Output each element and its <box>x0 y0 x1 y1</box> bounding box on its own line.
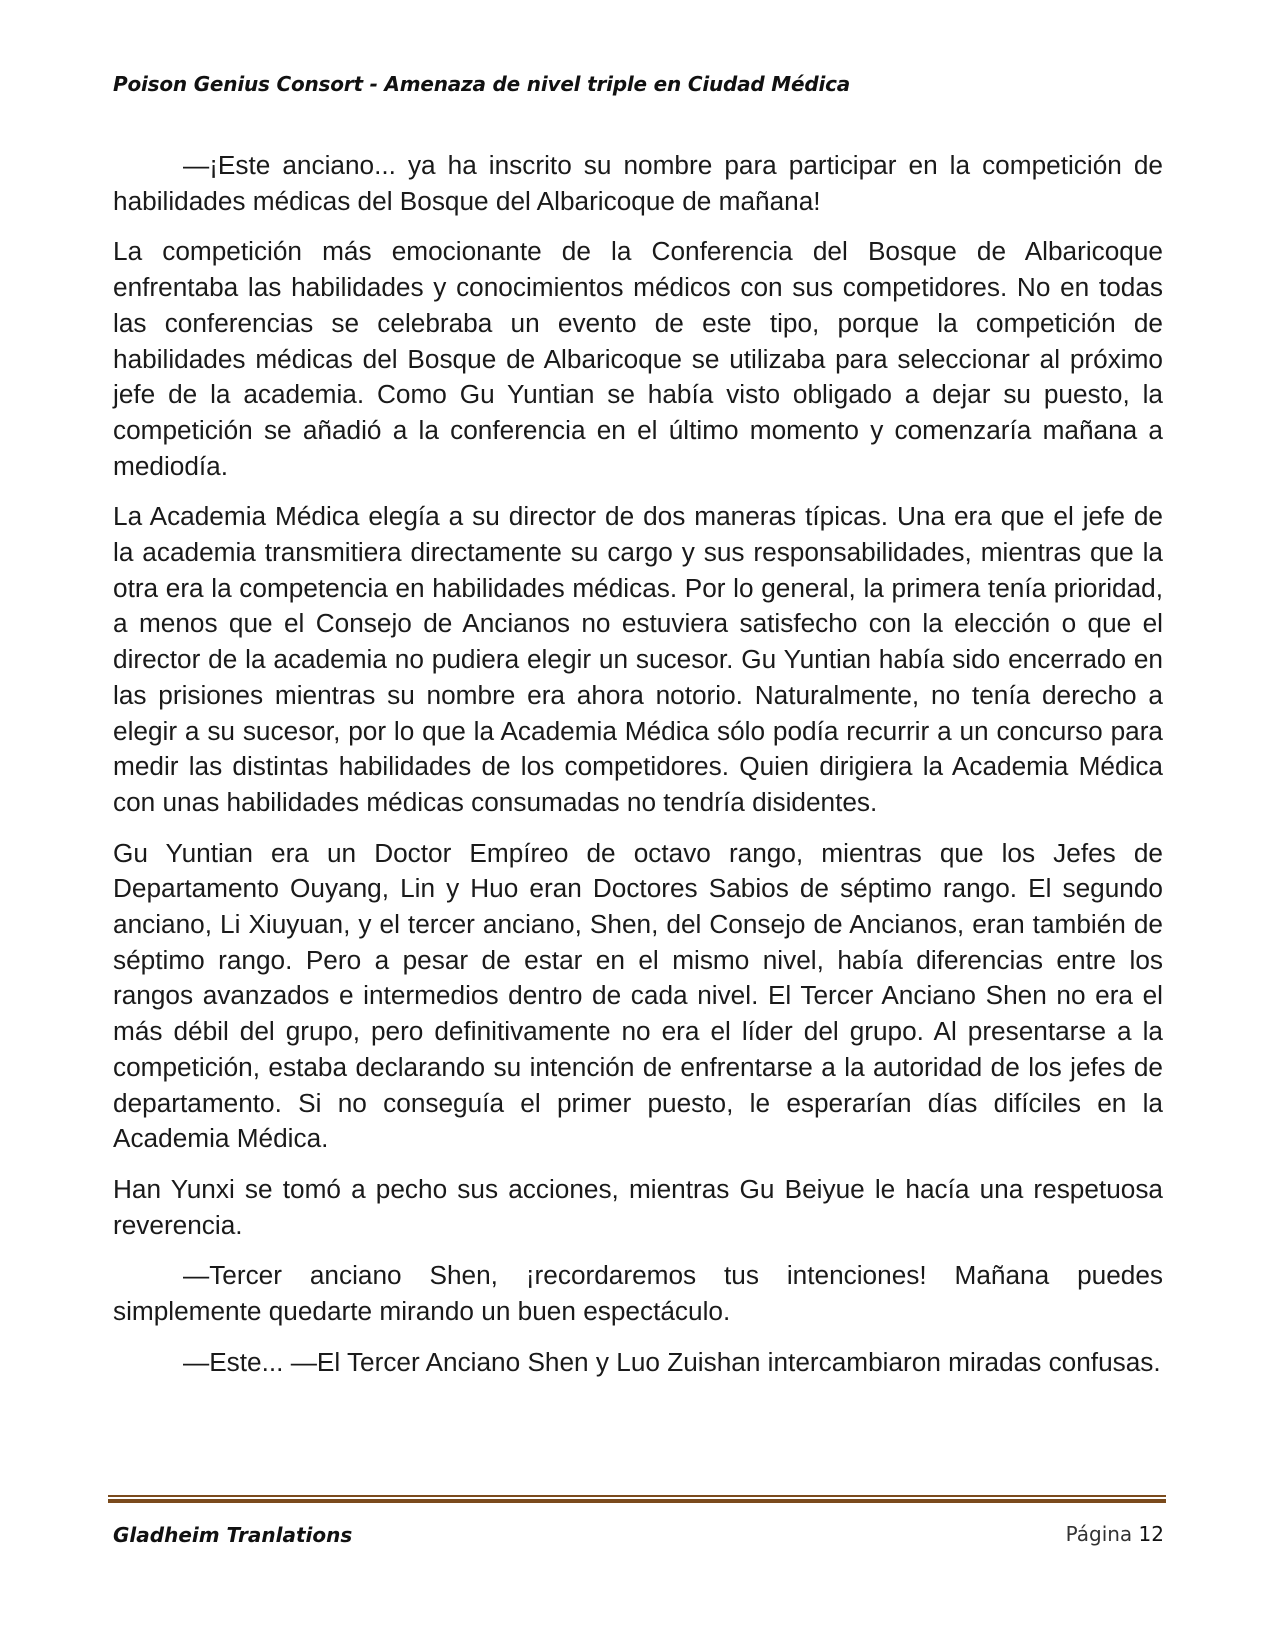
paragraph-dialogue: —Este... —El Tercer Anciano Shen y Luo Zuishan intercambiaron miradas confusas. <box>183 1346 1161 1377</box>
running-header: Poison Genius Consort - Amenaza de nivel triple en Ciudad Médica <box>113 72 851 96</box>
paragraph: La competición más emocionante de la Conferencia del Bosque de Albaricoque enfrentaba las habilidades y conocimientos médicos con sus competidores. No en todas las conferencias se celebraba un evento de este tipo, porque la competición de habilidades médicas del Bosque de Albaricoque se utilizaba para seleccionar al próximo jefe de la academia. Como Gu Yuntian se había visto obligado a dejar su puesto, la competición se añadió a la conferencia en el último momento y comenzaría mañana a mediodía. <box>113 236 1163 481</box>
page-number: 12 <box>1138 1522 1164 1546</box>
page-body <box>113 148 1163 1396</box>
footer-divider-thick-line <box>108 1499 1166 1503</box>
paragraph-dialogue: —Tercer anciano Shen, ¡recordaremos tus intenciones! Mañana puedes simplemente quedarte mirando un buen espectáculo. <box>113 1260 1163 1327</box>
paragraph-dialogue: —¡Este anciano... ya ha inscrito su nombre para participar en la competición de habilidades médicas del Bosque del Albaricoque de mañana! <box>113 150 1163 216</box>
paragraph: Han Yunxi se tomó a pecho sus acciones, mientras Gu Beiyue le hacía una respetuosa reverencia. <box>113 1173 1163 1240</box>
paragraph: La Academia Médica elegía a su director de dos maneras típicas. Una era que el jefe de la academia transmitiera directamente su cargo y sus responsabilidades, mientras que la otra era la competencia en habilidades médicas. Por lo general, la primera tenía prioridad, a menos que el Consejo de Ancianos no estuviera satisfecho con la elección o que el director de la academia no pudiera elegir un sucesor. Gu Yuntian había sido encerrado en las prisiones mientras su nombre era ahora notorio. Naturalmente, no tenía derecho a elegir a su sucesor, por lo que la Academia Médica sólo podía recurrir a un concurso para medir las distintas habilidades de los competidores. Quien dirigiera la Academia Médica con unas habilidades médicas consumadas no tendría disidentes. <box>113 501 1163 817</box>
footer-divider <box>108 1495 1166 1503</box>
footer-credit: Gladheim Tranlations <box>113 1523 353 1547</box>
page-number-label <box>1066 1522 1164 1546</box>
paragraph: Gu Yuntian era un Doctor Empíreo de octavo rango, mientras que los Jefes de Departamento Ouyang, Lin y Huo eran Doctores Sabios de séptimo rango. El segundo anciano, Li Xiuyuan, y el tercer anciano, Shen, del Consejo de Ancianos, eran también de séptimo rango. Pero a pesar de estar en el mismo nivel, había diferencias entre los rangos avanzados e intermedios dentro de cada nivel. El Tercer Anciano Shen no era el más débil del grupo, pero definitivamente no era el líder del grupo. Al presentarse a la competición, estaba declarando su intención de enfrentarse a la autoridad de los jefes de departamento. Si no conseguía el primer puesto, le esperarían días difíciles en la Academia Médica. <box>113 837 1163 1154</box>
footer-divider-thin-line <box>108 1495 1166 1497</box>
page-label: Página <box>1065 1522 1133 1546</box>
